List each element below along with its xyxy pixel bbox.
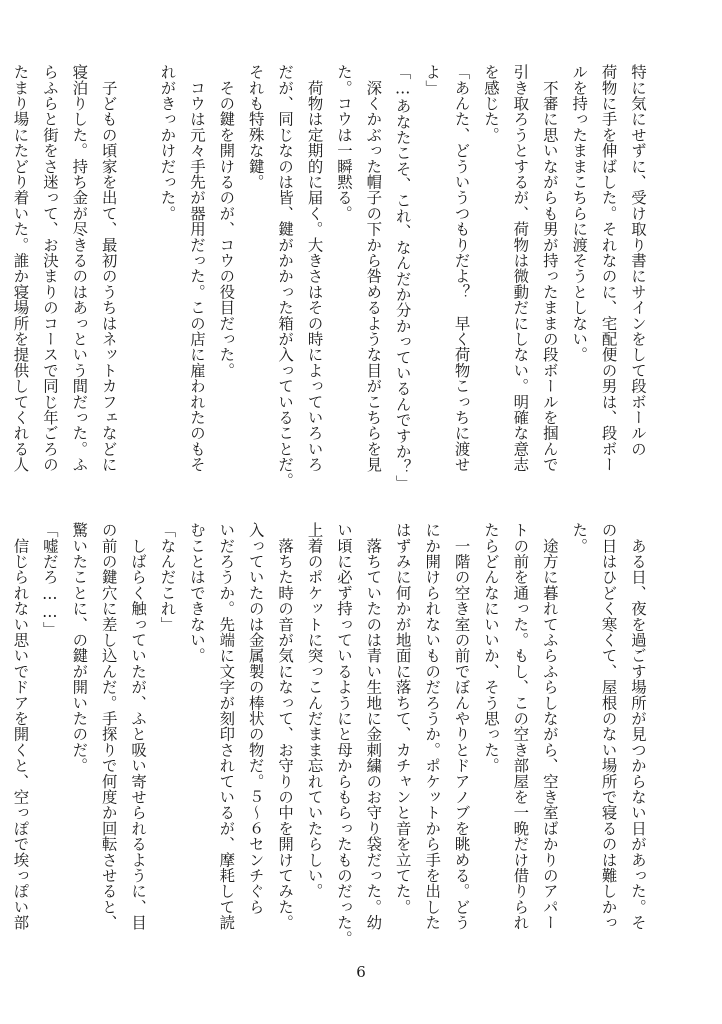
text-line: た。 xyxy=(570,522,589,554)
text-line: 深くかぶった帽子の下から咎めるような目がこちらを見 xyxy=(364,64,383,473)
text-line: を感じた。 xyxy=(481,64,500,143)
text-line: コウは元々手先が器用だった。この店に雇われたのもそ xyxy=(187,64,206,473)
text-line: の日はひどく寒くて、屋根のない場所で寝るのは難しかっ xyxy=(599,522,618,931)
text-line: いだろうか。先端に文字が刻印されているが、摩耗して読 xyxy=(217,522,236,931)
text-line: たらどんなにいいか、そう思った。 xyxy=(481,522,500,774)
text-line: た。コウは一瞬黙る。 xyxy=(334,64,353,221)
text-line: 信じられない思いでドアを開くと、空っぽで埃っぽい部 xyxy=(11,522,30,931)
text-line xyxy=(0,522,5,954)
text-line: だが、同じなのは皆、鍵がかかった箱が入っていることだ。 xyxy=(276,64,295,488)
text-line: 「なんだこれ」 xyxy=(158,522,177,632)
text-line: い頃に必ず持っているようにと母からもらったものだった。 xyxy=(334,522,353,946)
text-line: しばらく触っていたが、ふと吸い寄せられるように、目 xyxy=(129,522,148,931)
text-column-bottom xyxy=(11,522,652,954)
text-line: 引き取ろうとするが、荷物は微動だにしない。明確な意志 xyxy=(511,64,530,473)
text-line: 子どもの頃家を出て、最初のうちはネットカフェなどに xyxy=(99,64,118,473)
text-line: 落ちていたのは青い生地に金刺繍のお守り袋だった。幼 xyxy=(364,522,383,931)
text-line: の前の鍵穴に差し込んだ。手探りで何度か回転させると、 xyxy=(99,522,118,931)
text-line: 驚いたことに、の鍵が開いたのだ。 xyxy=(70,522,89,774)
text-line: 荷物に手を伸ばした。それなのに、宅配便の男は、段ボー xyxy=(599,64,618,473)
text-line: 入っていたのは金属製の棒状の物だ。５～６センチぐら xyxy=(246,522,265,915)
text-line: 「嘘だろ……」 xyxy=(40,522,59,638)
text-line: 上着のポケットに突っこんだまま忘れていたらしい。 xyxy=(305,522,324,899)
text-line: 不審に思いながらも男が持ったままの段ボールを掴んで xyxy=(540,64,559,473)
text-line: はずみに何かが地面に落ちて、カチャンと音を立てた。 xyxy=(393,522,412,915)
text-line: 「…あなたこそ、これ、なんだか分かっているんですか？」 xyxy=(393,64,412,491)
text-line: ルを持ったままこちらに渡そうとしない。 xyxy=(570,64,589,363)
text-line: トの前を通った。もし、この空き部屋を一晩だけ借りられ xyxy=(511,522,530,931)
text-line: たまり場にたどり着いた。誰か寝場所を提供してくれる人 xyxy=(11,64,30,473)
page-number: 6 xyxy=(356,963,366,981)
text-line: 一階の空き室の前でぼんやりとドアノブを眺める。どう xyxy=(452,522,471,931)
blank-line xyxy=(123,64,152,496)
text-line: 「あんた、どういうつもりだよ？ 早く荷物こっちに渡せ xyxy=(452,64,471,473)
text-line: 落ちた時の音が気になって、お守りの中を開けてみた。 xyxy=(276,522,295,931)
text-line: 途方に暮れてふらふらしながら、空き室ばかりのアパー xyxy=(540,522,559,931)
text-line: れがきっかけだった。 xyxy=(158,64,177,221)
text-line: むことはできない。 xyxy=(187,522,206,664)
text-column-top xyxy=(11,64,652,496)
text-line: ある日、夜を過ごす場所が見つからない日があった。そ xyxy=(629,522,647,931)
text-line: 荷物は定期的に届く。大きさはその時によっていろいろ xyxy=(305,64,324,473)
text-line: その鍵を開けるのが、コウの役目だった。 xyxy=(217,64,236,378)
text-line: よ」 xyxy=(423,64,442,96)
text-line: 寝泊りした。持ち金が尽きるのはあっという間だった。ふ xyxy=(70,64,89,473)
text-line: らふらと街をさ迷って、お決まりのコースで同じ年ごろの xyxy=(40,64,59,473)
text-line: それも特殊な鍵。 xyxy=(246,64,265,190)
text-line: にか開けられないものだろうか。ポケットから手を出した xyxy=(423,522,442,931)
text-line: 特に気にせずに、受け取り書にサインをして段ボールの xyxy=(629,64,647,457)
